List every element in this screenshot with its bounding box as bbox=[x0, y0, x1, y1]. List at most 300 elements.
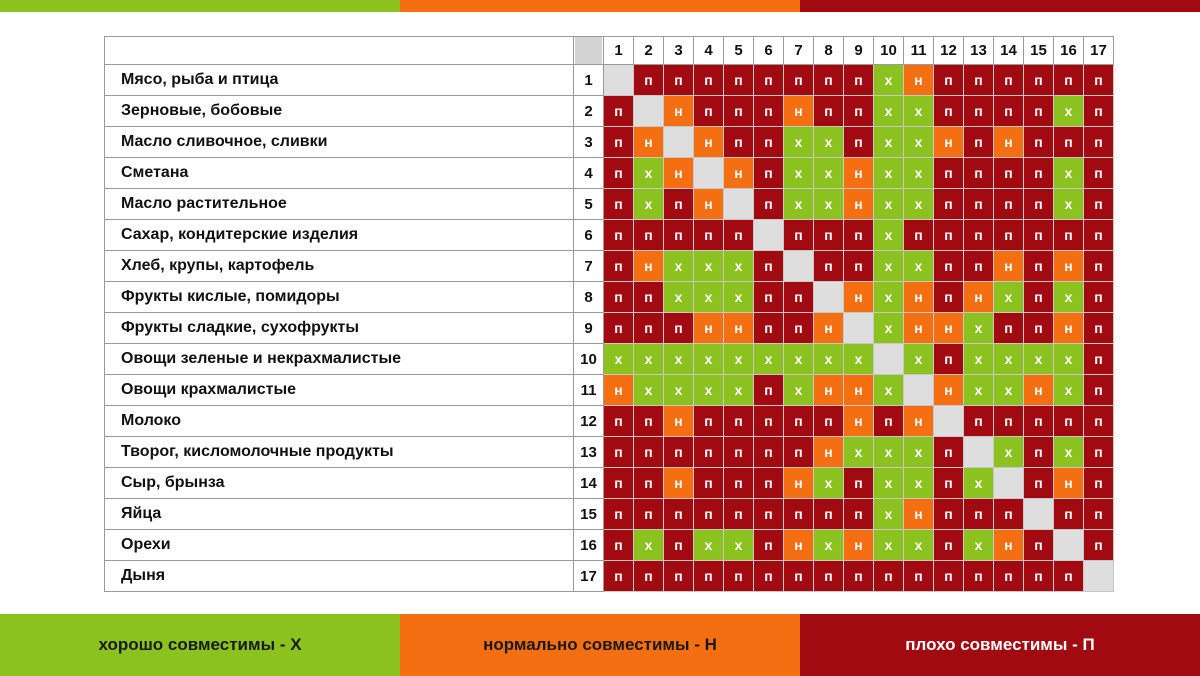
compat-cell: п bbox=[634, 65, 664, 96]
compat-cell: п bbox=[994, 406, 1024, 437]
legend-normal: нормально совместимы - Н bbox=[400, 614, 800, 676]
column-header: 7 bbox=[784, 37, 814, 65]
compat-cell: п bbox=[694, 406, 724, 437]
compat-cell: н bbox=[634, 127, 664, 158]
compat-cell: н bbox=[664, 96, 694, 127]
compat-cell: п bbox=[694, 220, 724, 251]
compat-cell: п bbox=[1024, 530, 1054, 561]
compat-cell: п bbox=[934, 530, 964, 561]
compat-cell: п bbox=[1024, 468, 1054, 499]
compat-cell: п bbox=[994, 499, 1024, 530]
compat-cell: х bbox=[784, 375, 814, 406]
top-color-bar bbox=[0, 0, 1200, 12]
diagonal-cell bbox=[754, 220, 784, 251]
compat-cell: х bbox=[904, 127, 934, 158]
compat-cell: х bbox=[784, 189, 814, 220]
column-header: 9 bbox=[844, 37, 874, 65]
diagonal-cell bbox=[724, 189, 754, 220]
compat-cell: п bbox=[934, 220, 964, 251]
compat-cell: п bbox=[1024, 282, 1054, 313]
compat-cell: п bbox=[604, 127, 634, 158]
compat-cell: п bbox=[754, 468, 784, 499]
compat-cell: х bbox=[874, 530, 904, 561]
compat-cell: х bbox=[844, 437, 874, 468]
compat-cell: п bbox=[964, 561, 994, 592]
column-header: 11 bbox=[904, 37, 934, 65]
row-label: Фрукты кислые, помидоры bbox=[105, 282, 574, 313]
compat-cell: н bbox=[964, 282, 994, 313]
compat-cell: п bbox=[814, 499, 844, 530]
compat-cell: п bbox=[1024, 406, 1054, 437]
compat-cell: х bbox=[904, 158, 934, 189]
diagonal-cell bbox=[994, 468, 1024, 499]
compat-cell: н bbox=[844, 282, 874, 313]
header-corner-cell bbox=[574, 37, 604, 65]
compat-cell: п bbox=[994, 189, 1024, 220]
compat-cell: х bbox=[904, 251, 934, 282]
column-header: 5 bbox=[724, 37, 754, 65]
compat-cell: х bbox=[904, 468, 934, 499]
compat-cell: х bbox=[874, 375, 904, 406]
compat-cell: п bbox=[784, 220, 814, 251]
compat-cell: х bbox=[874, 437, 904, 468]
compat-cell: н bbox=[1054, 313, 1084, 344]
table-row bbox=[105, 344, 1114, 375]
compat-cell: п bbox=[994, 96, 1024, 127]
compat-cell: п bbox=[754, 437, 784, 468]
header-row bbox=[105, 37, 1114, 65]
compat-cell: п bbox=[604, 282, 634, 313]
compat-cell: х bbox=[784, 127, 814, 158]
compat-cell: п bbox=[1054, 561, 1084, 592]
compat-cell: н bbox=[904, 282, 934, 313]
compat-cell: х bbox=[874, 499, 904, 530]
compat-cell: х bbox=[754, 344, 784, 375]
diagonal-cell bbox=[604, 65, 634, 96]
compat-cell: п bbox=[1054, 220, 1084, 251]
compat-cell: х bbox=[664, 344, 694, 375]
compat-cell: н bbox=[934, 127, 964, 158]
compat-cell: п bbox=[634, 220, 664, 251]
legend-good: хорошо совместимы - Х bbox=[0, 614, 400, 676]
table-row bbox=[105, 65, 1114, 96]
compat-cell: п bbox=[724, 65, 754, 96]
compat-cell: п bbox=[1024, 158, 1054, 189]
compat-cell: х bbox=[694, 344, 724, 375]
column-header: 6 bbox=[754, 37, 784, 65]
diagonal-cell bbox=[874, 344, 904, 375]
diagonal-cell bbox=[1024, 499, 1054, 530]
table-row bbox=[105, 561, 1114, 592]
compat-cell: х bbox=[844, 344, 874, 375]
compat-cell: х bbox=[784, 344, 814, 375]
compat-cell: п bbox=[874, 561, 904, 592]
compat-cell: п bbox=[784, 437, 814, 468]
row-label: Сахар, кондитерские изделия bbox=[105, 220, 574, 251]
diagonal-cell bbox=[784, 251, 814, 282]
row-label: Масло растительное bbox=[105, 189, 574, 220]
compat-cell: н bbox=[844, 375, 874, 406]
diagonal-cell bbox=[1084, 561, 1114, 592]
compat-cell: х bbox=[964, 375, 994, 406]
compat-cell: х bbox=[874, 127, 904, 158]
compat-cell: п bbox=[1054, 406, 1084, 437]
compat-cell: х bbox=[904, 96, 934, 127]
compat-cell: п bbox=[1024, 251, 1054, 282]
compat-cell: н bbox=[904, 313, 934, 344]
compat-cell: п bbox=[934, 344, 964, 375]
compat-cell: п bbox=[814, 561, 844, 592]
compat-cell: п bbox=[664, 530, 694, 561]
compat-cell: п bbox=[1084, 437, 1114, 468]
top-bar-red bbox=[800, 0, 1200, 12]
compat-cell: х bbox=[694, 375, 724, 406]
compat-cell: н bbox=[784, 96, 814, 127]
compat-cell: п bbox=[814, 406, 844, 437]
compat-cell: п bbox=[724, 127, 754, 158]
compat-cell: п bbox=[1024, 96, 1054, 127]
compat-cell: п bbox=[964, 251, 994, 282]
compat-cell: п bbox=[784, 65, 814, 96]
row-number: 14 bbox=[574, 468, 604, 499]
compat-cell: п bbox=[994, 220, 1024, 251]
compat-cell: п bbox=[664, 499, 694, 530]
table-row bbox=[105, 468, 1114, 499]
compat-cell: х bbox=[874, 189, 904, 220]
compat-cell: п bbox=[964, 220, 994, 251]
compat-cell: п bbox=[694, 499, 724, 530]
compat-cell: х bbox=[1054, 189, 1084, 220]
compat-cell: п bbox=[604, 561, 634, 592]
compat-cell: н bbox=[604, 375, 634, 406]
compat-cell: п bbox=[1084, 468, 1114, 499]
compat-cell: п bbox=[1084, 127, 1114, 158]
compat-cell: п bbox=[634, 406, 664, 437]
compatibility-table bbox=[104, 36, 1114, 592]
compat-cell: х bbox=[814, 189, 844, 220]
compat-cell: н bbox=[814, 375, 844, 406]
compat-cell: х bbox=[634, 344, 664, 375]
compat-cell: х bbox=[904, 530, 934, 561]
diagonal-cell bbox=[634, 96, 664, 127]
compat-cell: п bbox=[994, 158, 1024, 189]
compat-cell: п bbox=[754, 561, 784, 592]
compat-cell: п bbox=[634, 282, 664, 313]
compat-cell: п bbox=[784, 499, 814, 530]
compat-cell: п bbox=[604, 468, 634, 499]
column-header: 1 bbox=[604, 37, 634, 65]
compat-cell: п bbox=[1084, 375, 1114, 406]
compat-cell: х bbox=[1054, 437, 1084, 468]
compat-cell: п bbox=[604, 406, 634, 437]
compat-cell: п bbox=[904, 220, 934, 251]
column-header: 15 bbox=[1024, 37, 1054, 65]
compat-cell: п bbox=[1084, 251, 1114, 282]
compat-cell: п bbox=[904, 561, 934, 592]
compat-cell: п bbox=[814, 65, 844, 96]
compat-cell: п bbox=[1024, 561, 1054, 592]
compat-cell: п bbox=[934, 468, 964, 499]
compat-cell: х bbox=[964, 530, 994, 561]
compat-cell: п bbox=[754, 530, 784, 561]
row-number: 16 bbox=[574, 530, 604, 561]
compat-cell: х bbox=[814, 468, 844, 499]
compat-cell: х bbox=[664, 282, 694, 313]
compat-cell: п bbox=[694, 65, 724, 96]
compat-cell: п bbox=[724, 406, 754, 437]
compat-cell: х bbox=[994, 375, 1024, 406]
compat-cell: п bbox=[784, 406, 814, 437]
compat-cell: н bbox=[1024, 375, 1054, 406]
compat-cell: п bbox=[964, 189, 994, 220]
compat-cell: п bbox=[604, 251, 634, 282]
table-row bbox=[105, 96, 1114, 127]
compat-cell: н bbox=[904, 65, 934, 96]
compat-cell: х bbox=[814, 344, 844, 375]
table-row bbox=[105, 127, 1114, 158]
row-number: 12 bbox=[574, 406, 604, 437]
row-label: Сметана bbox=[105, 158, 574, 189]
compat-cell: п bbox=[694, 437, 724, 468]
compat-cell: п bbox=[724, 468, 754, 499]
compat-cell: п bbox=[634, 561, 664, 592]
compat-cell: н bbox=[904, 406, 934, 437]
row-number: 7 bbox=[574, 251, 604, 282]
row-number: 3 bbox=[574, 127, 604, 158]
compat-cell: п bbox=[1084, 344, 1114, 375]
compat-cell: п bbox=[874, 406, 904, 437]
column-header: 2 bbox=[634, 37, 664, 65]
row-label: Хлеб, крупы, картофель bbox=[105, 251, 574, 282]
compat-cell: п bbox=[814, 96, 844, 127]
compat-cell: н bbox=[994, 127, 1024, 158]
compat-cell: п bbox=[754, 282, 784, 313]
compat-cell: н bbox=[1054, 251, 1084, 282]
table-row bbox=[105, 375, 1114, 406]
row-label: Фрукты сладкие, сухофрукты bbox=[105, 313, 574, 344]
compat-cell: н bbox=[664, 158, 694, 189]
compat-cell: п bbox=[964, 96, 994, 127]
row-label: Молоко bbox=[105, 406, 574, 437]
compat-cell: н bbox=[634, 251, 664, 282]
compat-cell: п bbox=[964, 127, 994, 158]
compat-cell: п bbox=[844, 468, 874, 499]
row-number: 17 bbox=[574, 561, 604, 592]
compat-cell: п bbox=[1084, 313, 1114, 344]
compat-cell: п bbox=[844, 65, 874, 96]
column-header: 17 bbox=[1084, 37, 1114, 65]
compat-cell: п bbox=[814, 220, 844, 251]
compat-cell: п bbox=[754, 406, 784, 437]
compat-cell: п bbox=[934, 561, 964, 592]
table-row bbox=[105, 406, 1114, 437]
compat-cell: н bbox=[994, 530, 1024, 561]
compat-cell: п bbox=[1084, 406, 1114, 437]
diagonal-cell bbox=[694, 158, 724, 189]
compat-cell: п bbox=[604, 189, 634, 220]
compat-cell: п bbox=[1054, 65, 1084, 96]
compat-cell: п bbox=[844, 251, 874, 282]
compat-cell: н bbox=[814, 313, 844, 344]
table-row bbox=[105, 313, 1114, 344]
compat-cell: п bbox=[1024, 127, 1054, 158]
compat-cell: п bbox=[754, 96, 784, 127]
compat-cell: х bbox=[814, 127, 844, 158]
corner-swatch bbox=[575, 37, 602, 64]
compat-cell: х bbox=[694, 251, 724, 282]
compat-cell: н bbox=[934, 375, 964, 406]
compat-cell: п bbox=[1084, 530, 1114, 561]
compat-cell: х bbox=[724, 251, 754, 282]
compat-cell: х bbox=[604, 344, 634, 375]
row-label: Сыр, брынза bbox=[105, 468, 574, 499]
compat-cell: н bbox=[814, 437, 844, 468]
compat-cell: п bbox=[604, 96, 634, 127]
header-empty-cell bbox=[105, 37, 574, 65]
compat-cell: п bbox=[844, 96, 874, 127]
compat-cell: п bbox=[1084, 158, 1114, 189]
column-header: 3 bbox=[664, 37, 694, 65]
compat-cell: п bbox=[694, 96, 724, 127]
table-row bbox=[105, 189, 1114, 220]
compat-cell: п bbox=[784, 561, 814, 592]
compat-cell: н bbox=[784, 468, 814, 499]
compat-cell: п bbox=[1024, 189, 1054, 220]
compat-cell: п bbox=[844, 561, 874, 592]
table-row bbox=[105, 251, 1114, 282]
compat-cell: п bbox=[1024, 313, 1054, 344]
diagonal-cell bbox=[1054, 530, 1084, 561]
compat-cell: п bbox=[934, 282, 964, 313]
compat-cell: п bbox=[1084, 282, 1114, 313]
row-number: 8 bbox=[574, 282, 604, 313]
compat-cell: п bbox=[694, 561, 724, 592]
compat-cell: х bbox=[904, 437, 934, 468]
row-number: 5 bbox=[574, 189, 604, 220]
compat-cell: х bbox=[874, 468, 904, 499]
compat-cell: п bbox=[604, 220, 634, 251]
compat-cell: п bbox=[1024, 220, 1054, 251]
column-header: 12 bbox=[934, 37, 964, 65]
compat-cell: п bbox=[1084, 499, 1114, 530]
compat-cell: х bbox=[694, 530, 724, 561]
table-row bbox=[105, 220, 1114, 251]
top-bar-green bbox=[0, 0, 400, 12]
compat-cell: п bbox=[664, 189, 694, 220]
compat-cell: п bbox=[844, 220, 874, 251]
compat-cell: п bbox=[604, 530, 634, 561]
compat-cell: х bbox=[1054, 158, 1084, 189]
compat-cell: х bbox=[1054, 282, 1084, 313]
compat-cell: п bbox=[994, 313, 1024, 344]
compat-cell: х bbox=[1054, 96, 1084, 127]
row-number: 1 bbox=[574, 65, 604, 96]
compat-cell: х bbox=[994, 282, 1024, 313]
row-label: Орехи bbox=[105, 530, 574, 561]
compat-cell: п bbox=[754, 251, 784, 282]
compat-cell: н bbox=[994, 251, 1024, 282]
column-header: 16 bbox=[1054, 37, 1084, 65]
compat-cell: х bbox=[724, 375, 754, 406]
compat-cell: п bbox=[754, 313, 784, 344]
compat-cell: х bbox=[784, 158, 814, 189]
compat-cell: н bbox=[934, 313, 964, 344]
table-row bbox=[105, 530, 1114, 561]
compat-cell: х bbox=[634, 530, 664, 561]
compat-cell: п bbox=[634, 313, 664, 344]
compat-cell: х bbox=[904, 344, 934, 375]
compat-cell: х bbox=[634, 189, 664, 220]
compat-cell: п bbox=[1054, 127, 1084, 158]
compat-cell: х bbox=[634, 158, 664, 189]
compat-cell: п bbox=[634, 437, 664, 468]
compat-cell: н bbox=[904, 499, 934, 530]
row-number: 9 bbox=[574, 313, 604, 344]
compat-cell: х bbox=[664, 251, 694, 282]
compat-cell: п bbox=[964, 499, 994, 530]
compat-cell: п bbox=[604, 158, 634, 189]
compat-cell: п bbox=[754, 375, 784, 406]
row-label: Овощи зеленые и некрахмалистые bbox=[105, 344, 574, 375]
compat-cell: н bbox=[784, 530, 814, 561]
compat-cell: п bbox=[934, 437, 964, 468]
compat-cell: п bbox=[724, 96, 754, 127]
compat-cell: п bbox=[604, 499, 634, 530]
compat-cell: п bbox=[934, 499, 964, 530]
table-row bbox=[105, 158, 1114, 189]
compat-cell: н bbox=[724, 313, 754, 344]
row-number: 10 bbox=[574, 344, 604, 375]
compat-cell: п bbox=[724, 437, 754, 468]
compat-cell: п bbox=[844, 499, 874, 530]
compat-cell: п bbox=[964, 65, 994, 96]
row-label: Творог, кисломолочные продукты bbox=[105, 437, 574, 468]
compat-cell: п bbox=[724, 220, 754, 251]
compat-cell: н bbox=[844, 189, 874, 220]
compat-cell: п bbox=[754, 189, 784, 220]
compat-cell: п bbox=[724, 499, 754, 530]
compat-cell: п bbox=[604, 437, 634, 468]
compat-cell: х bbox=[874, 158, 904, 189]
compat-cell: п bbox=[1024, 437, 1054, 468]
compat-cell: п bbox=[994, 561, 1024, 592]
compat-cell: п bbox=[604, 313, 634, 344]
row-number: 6 bbox=[574, 220, 604, 251]
compat-cell: п bbox=[1084, 96, 1114, 127]
compat-cell: п bbox=[664, 65, 694, 96]
compat-cell: п bbox=[724, 561, 754, 592]
compat-cell: н bbox=[694, 189, 724, 220]
compat-cell: х bbox=[814, 530, 844, 561]
compat-cell: х bbox=[874, 313, 904, 344]
table-row bbox=[105, 282, 1114, 313]
compat-cell: н bbox=[1054, 468, 1084, 499]
compat-cell: х bbox=[964, 468, 994, 499]
compat-cell: н bbox=[664, 406, 694, 437]
compat-cell: х bbox=[904, 189, 934, 220]
compat-cell: п bbox=[934, 251, 964, 282]
compat-cell: н bbox=[724, 158, 754, 189]
compat-cell: х bbox=[814, 158, 844, 189]
legend-bad: плохо совместимы - П bbox=[800, 614, 1200, 676]
compat-cell: х bbox=[1054, 375, 1084, 406]
compat-cell: х bbox=[994, 437, 1024, 468]
compat-cell: п bbox=[964, 158, 994, 189]
compat-cell: н bbox=[844, 158, 874, 189]
diagonal-cell bbox=[814, 282, 844, 313]
compat-cell: х bbox=[994, 344, 1024, 375]
compat-cell: п bbox=[1024, 65, 1054, 96]
